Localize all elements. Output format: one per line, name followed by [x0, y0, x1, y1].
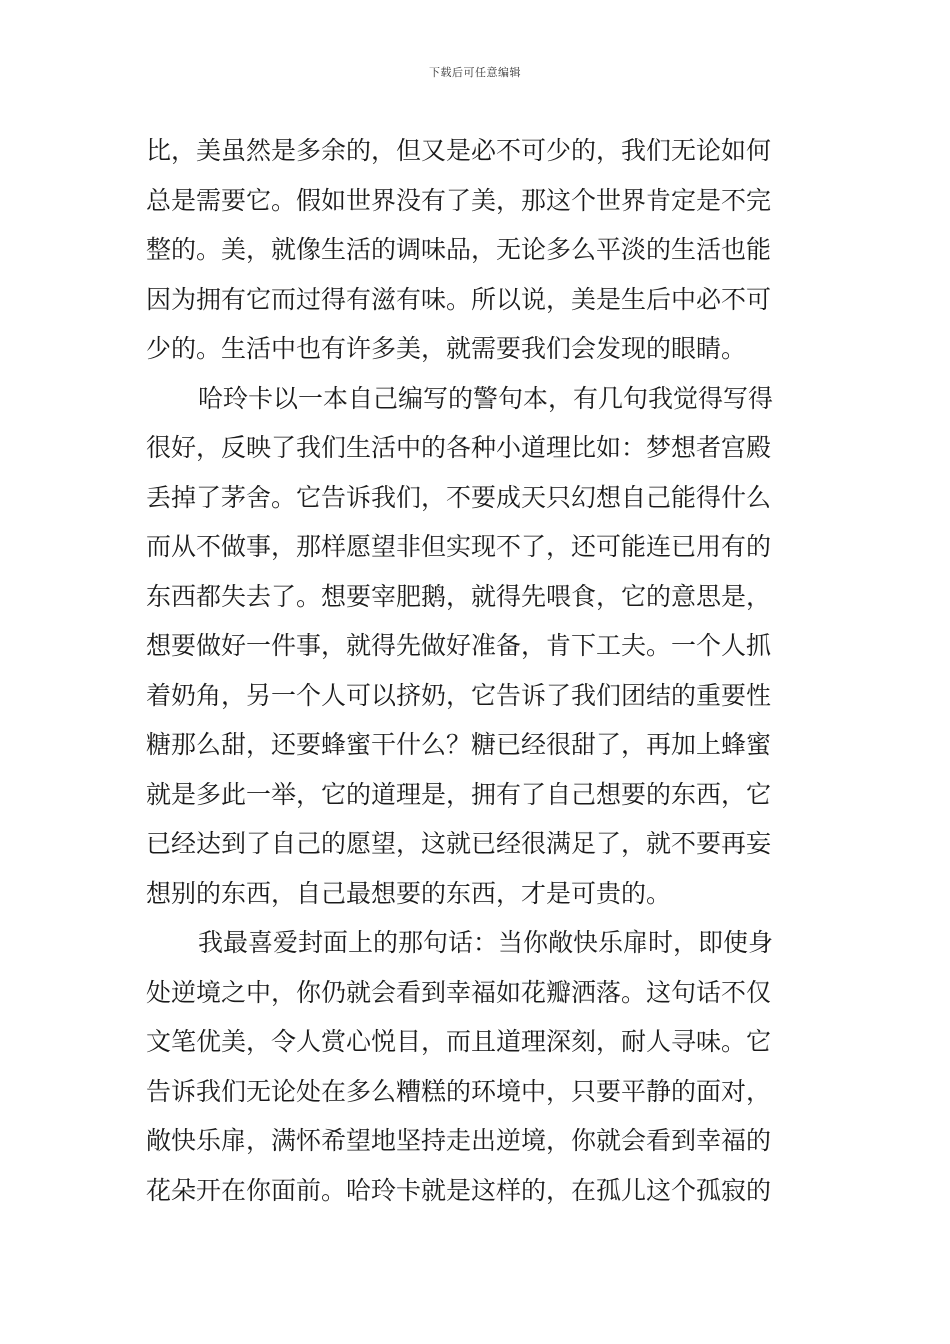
text-line: 总是需要它。假如世界没有了美，那这个世界肯定是不完 — [146, 185, 772, 215]
text-line: 比，美虽然是多余的，但又是必不可少的，我们无论如何 — [146, 136, 772, 165]
text-line: 东西都失去了。想要宰肥鹅，就得先喂食，它的意思是， — [146, 581, 772, 611]
text-line: 我最喜爱封面上的那句话：当你敞快乐扉时，即使身 — [198, 928, 774, 957]
body-text — [146, 126, 806, 1215]
text-line: 因为拥有它而过得有滋有味。所以说，美是生后中必不可 — [146, 284, 772, 314]
text-line: 处逆境之中，你仍就会看到幸福如花瓣洒落。这句话不仅 — [146, 977, 772, 1007]
text-line: 已经达到了自己的愿望，这就已经很满足了，就不要再妄 — [146, 829, 772, 858]
text-line: 文笔优美，令人赏心悦目，而且道理深刻，耐人寻味。它 — [146, 1027, 772, 1056]
text-line: 很好，反映了我们生活中的各种小道理比如：梦想者宫殿 — [146, 433, 772, 462]
text-line: 敞快乐扉，满怀希望地坚持走出逆境，你就会看到幸福的 — [146, 1126, 772, 1155]
text-line: 少的。生活中也有许多美，就需要我们会发现的眼睛。 — [146, 334, 747, 363]
text-line: 想要做好一件事，就得先做好准备，肯下工夫。一个人抓 — [146, 631, 772, 660]
text-line: 就是多此一举，它的道理是，拥有了自己想要的东西，它 — [146, 779, 772, 809]
text-line: 而从不做事，那样愿望非但实现不了，还可能连已用有的 — [146, 532, 772, 561]
text-line: 花朵开在你面前。哈玲卡就是这样的，在孤儿这个孤寂的 — [146, 1175, 772, 1205]
page-header: 下载后可任意编辑 — [429, 66, 521, 79]
text-line: 告诉我们无论处在多么糟糕的环境中，只要平静的面对， — [146, 1076, 772, 1106]
text-line: 整的。美，就像生活的调味品，无论多么平淡的生活也能 — [146, 235, 772, 264]
text-line: 着奶角，另一个人可以挤奶，它告诉了我们团结的重要性 — [146, 680, 772, 710]
text-line: 哈玲卡以一本自己编写的警句本，有几句我觉得写得 — [198, 383, 774, 413]
text-line: 想别的东西，自己最想要的东西，才是可贵的。 — [146, 878, 672, 908]
text-line: 丢掉了茅舍。它告诉我们，不要成天只幻想自己能得什么 — [146, 482, 772, 512]
text-line: 糖那么甜，还要蜂蜜干什么？糖已经很甜了，再加上蜂蜜 — [146, 730, 772, 759]
